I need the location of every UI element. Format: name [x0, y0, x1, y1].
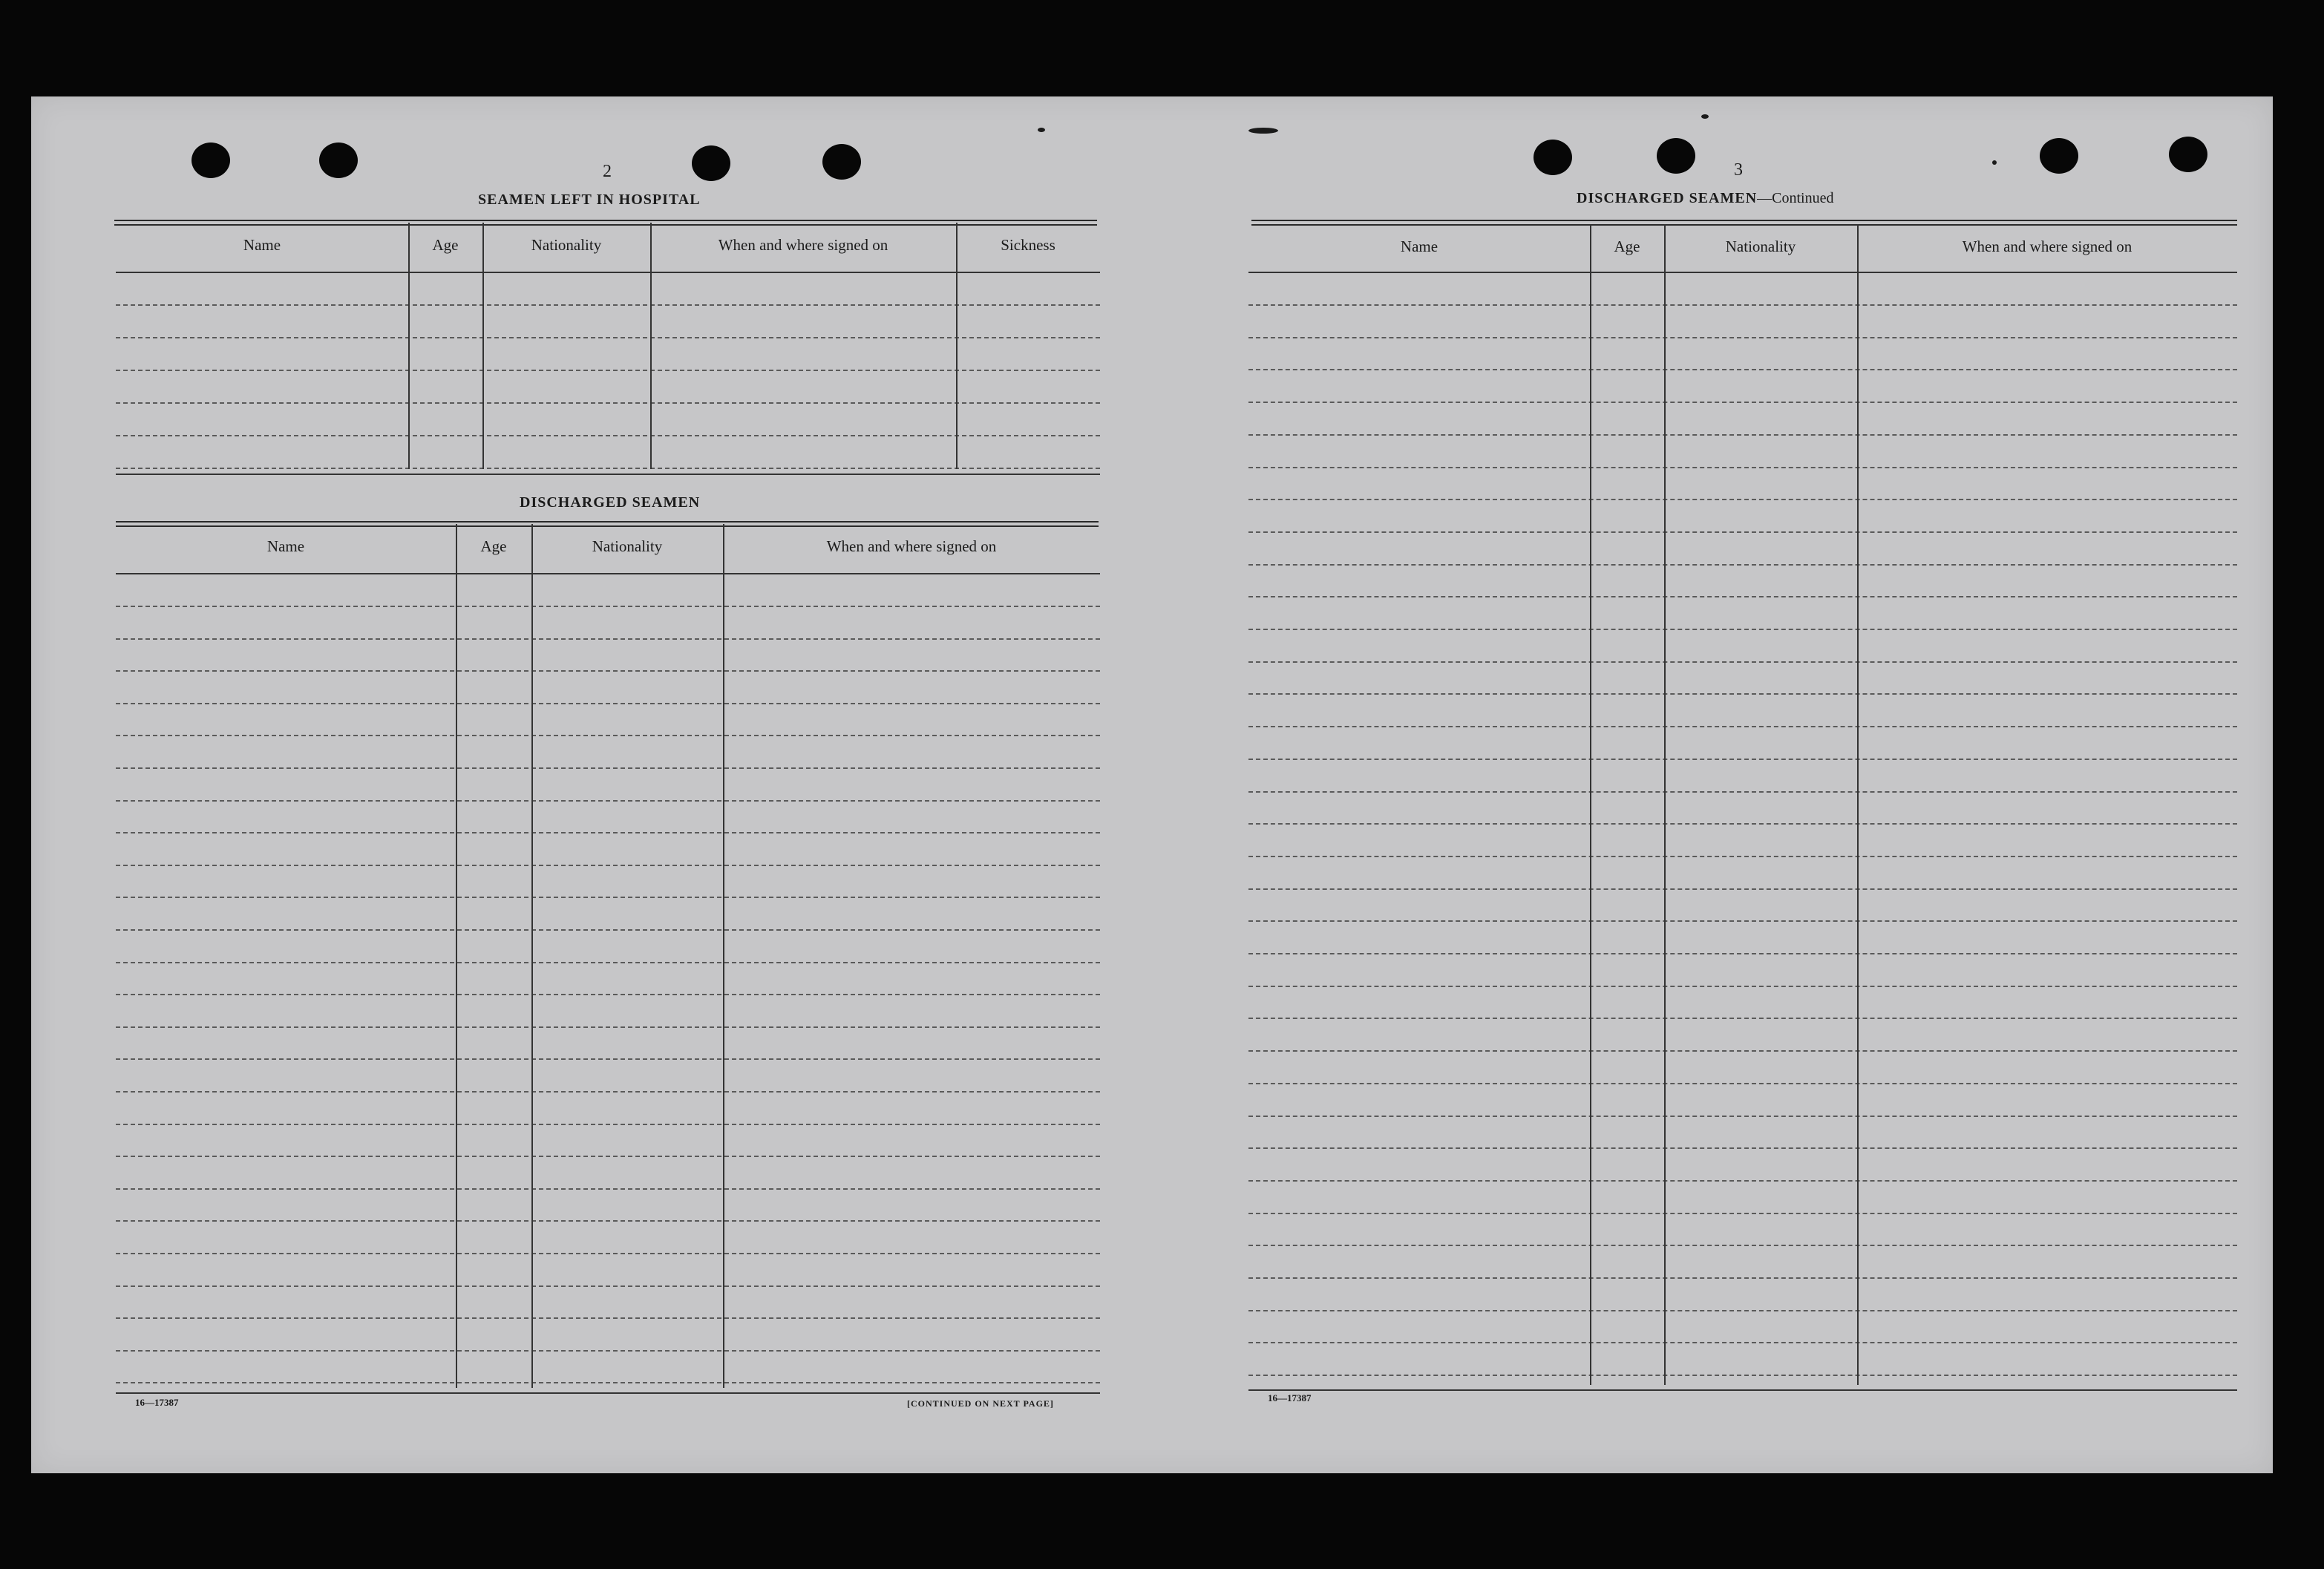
discharged-table-row	[116, 1382, 1100, 1383]
ink-speck	[1248, 128, 1278, 134]
right-table-row	[1248, 823, 2237, 825]
right-table-row	[1248, 1342, 2237, 1343]
right-table-row	[1248, 564, 2237, 566]
right-table-row	[1248, 1050, 2237, 1052]
document-sheet	[31, 96, 2273, 1473]
right-table-row	[1248, 499, 2237, 500]
right-table-row	[1248, 888, 2237, 890]
hospital-table-row	[116, 337, 1100, 338]
ink-speck	[1992, 160, 1997, 165]
discharged-table-row	[116, 800, 1100, 802]
right-table-row	[1248, 434, 2237, 436]
right-section-title	[1577, 190, 1834, 207]
right-table-row	[1248, 596, 2237, 597]
right-table-row	[1248, 1277, 2237, 1279]
discharged-column-divider	[456, 524, 457, 1388]
right-column-divider	[1857, 224, 1859, 1385]
hospital-table-row	[116, 435, 1100, 436]
discharged-table-row	[116, 767, 1100, 769]
discharged-table-row	[116, 670, 1100, 672]
discharged-table-row	[116, 1317, 1100, 1319]
discharged-table-row	[116, 638, 1100, 640]
right-table-row	[1248, 1180, 2237, 1182]
discharged-top-rule	[116, 521, 1099, 527]
page-number-right: 3	[1734, 160, 1743, 180]
right-table-row	[1248, 467, 2237, 468]
discharged-table-row	[116, 1253, 1100, 1254]
discharged-table-row	[116, 865, 1100, 866]
hospital-table-row	[116, 304, 1100, 306]
right-top-rule	[1251, 220, 2237, 226]
discharged-table-row	[116, 1026, 1100, 1028]
right-section-title-suffix: —Continued	[1757, 190, 1834, 206]
discharged-section-title: DISCHARGED SEAMEN	[520, 494, 701, 511]
right-table-row	[1248, 953, 2237, 954]
discharged-column-header: Age	[480, 537, 507, 555]
right-table-row	[1248, 369, 2237, 370]
discharged-table-row	[116, 1058, 1100, 1060]
hospital-section-title: SEAMEN LEFT IN HOSPITAL	[478, 191, 701, 208]
right-table-row	[1248, 661, 2237, 663]
discharged-column-divider	[531, 524, 533, 1388]
continued-note: [CONTINUED ON NEXT PAGE]	[907, 1398, 1054, 1409]
right-column-header: Age	[1614, 238, 1640, 255]
discharged-table-row	[116, 1156, 1100, 1157]
hospital-column-divider	[482, 223, 484, 469]
hospital-column-header: Name	[243, 236, 281, 254]
punch-hole	[692, 145, 730, 181]
hospital-column-header: Age	[432, 236, 459, 254]
discharged-table-row	[116, 897, 1100, 898]
right-table-row	[1248, 629, 2237, 630]
right-table-row	[1248, 1018, 2237, 1019]
right-column-header: Nationality	[1725, 238, 1796, 255]
discharged-table-row	[116, 1350, 1100, 1352]
discharged-table-row	[116, 1188, 1100, 1190]
right-column-header: Name	[1400, 238, 1438, 255]
discharged-bottom-rule	[116, 1392, 1100, 1394]
discharged-table-row	[116, 832, 1100, 833]
discharged-column-header: Name	[266, 537, 305, 555]
hospital-column-header: When and where signed on	[718, 236, 888, 254]
hospital-table-row	[116, 468, 1100, 469]
hospital-top-rule	[114, 220, 1097, 226]
right-table-row	[1248, 986, 2237, 987]
right-table-row	[1248, 1375, 2237, 1376]
form-code-left: 16—17387	[135, 1397, 179, 1408]
discharged-table-row	[116, 962, 1100, 963]
punch-hole	[2040, 138, 2078, 174]
punch-hole	[2169, 137, 2207, 172]
hospital-table-row	[116, 370, 1100, 371]
hospital-column-divider	[956, 223, 958, 469]
punch-hole	[1533, 140, 1572, 175]
right-column-divider	[1590, 224, 1591, 1385]
discharged-column-header: When and where signed on	[826, 537, 997, 555]
punch-hole	[192, 143, 230, 178]
right-table-row	[1248, 1083, 2237, 1084]
right-table-row	[1248, 1147, 2237, 1149]
discharged-column-header: Nationality	[592, 537, 663, 555]
ink-speck	[1701, 114, 1709, 119]
right-table-row	[1248, 856, 2237, 857]
right-header-rule	[1248, 272, 2237, 273]
right-table-row	[1248, 791, 2237, 793]
discharged-table-row	[116, 1091, 1100, 1093]
hospital-column-divider	[650, 223, 652, 469]
punch-hole	[822, 144, 861, 180]
discharged-table-row	[116, 1285, 1100, 1287]
right-table-row	[1248, 726, 2237, 727]
discharged-table-row	[116, 606, 1100, 607]
ink-speck	[1038, 128, 1045, 132]
right-section-title-main: DISCHARGED SEAMEN	[1577, 190, 1758, 206]
right-table-row	[1248, 531, 2237, 533]
discharged-table-row	[116, 735, 1100, 736]
discharged-table-row	[116, 929, 1100, 931]
discharged-column-divider	[723, 524, 724, 1388]
discharged-table-row	[116, 1220, 1100, 1222]
right-table-row	[1248, 759, 2237, 760]
punch-hole	[1657, 138, 1695, 174]
hospital-header-rule	[116, 272, 1100, 273]
hospital-table-row	[116, 402, 1100, 404]
hospital-bottom-rule	[116, 474, 1100, 475]
right-table-row	[1248, 402, 2237, 403]
right-table-row	[1248, 920, 2237, 922]
right-table-row	[1248, 337, 2237, 338]
right-bottom-rule	[1248, 1389, 2237, 1391]
right-table-row	[1248, 693, 2237, 695]
right-table-row	[1248, 1116, 2237, 1117]
right-table-row	[1248, 1310, 2237, 1311]
discharged-header-rule	[116, 573, 1100, 574]
right-table-row	[1248, 1213, 2237, 1214]
discharged-table-row	[116, 1124, 1100, 1125]
hospital-column-header: Sickness	[1001, 236, 1055, 254]
discharged-table-row	[116, 703, 1100, 704]
page-number-left: 2	[603, 162, 612, 181]
right-table-row	[1248, 304, 2237, 306]
right-column-header: When and where signed on	[1962, 238, 2132, 255]
hospital-column-divider	[408, 223, 410, 469]
punch-hole	[319, 143, 358, 178]
discharged-table-row	[116, 994, 1100, 995]
right-column-divider	[1664, 224, 1666, 1385]
hospital-column-header: Nationality	[531, 236, 602, 254]
form-code-right: 16—17387	[1268, 1392, 1312, 1403]
right-table-row	[1248, 1245, 2237, 1246]
